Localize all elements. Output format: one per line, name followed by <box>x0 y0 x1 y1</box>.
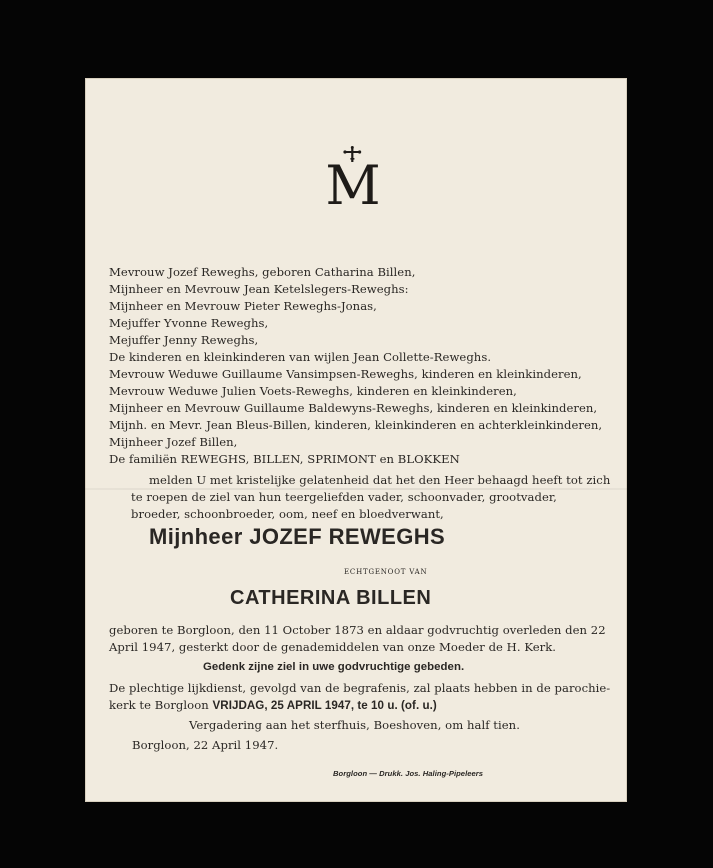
deceased-name <box>149 526 445 548</box>
family-line: Mevrouw Weduwe Julien Voets-Reweghs, kinderen en kleinkinderen, <box>109 384 517 398</box>
monogram-letter: M <box>325 154 381 208</box>
cross-monogram-icon <box>315 146 391 208</box>
spouse-label: ECHTGENOOT VAN <box>344 568 428 576</box>
prayer-line: Gedenk zijne ziel in uwe godvruchtige gebeden. <box>203 661 465 673</box>
family-line: Mijnheer en Mevrouw Jean Ketelslegers-Reweghs: <box>109 282 409 296</box>
family-line: Mijnheer Jozef Billen, <box>109 435 238 449</box>
family-line: Mijnh. en Mevr. Jean Bleus-Billen, kinderen, kleinkinderen en achterkleinkinderen, <box>109 418 603 432</box>
deceased-fullname: JOZEF REWEGHS <box>249 524 446 549</box>
family-line: Mejuffer Yvonne Reweghs, <box>109 316 269 330</box>
announcement-line: broeder, schoonbroeder, oom, neef en bloedverwant, <box>131 507 444 521</box>
family-line: De kinderen en kleinkinderen van wijlen Jean Collette-Reweghs. <box>109 350 492 364</box>
meeting-line: Vergadering aan het sterfhuis, Boeshoven, om half tien. <box>189 718 520 732</box>
death-notice-card <box>85 78 627 802</box>
birth-death-line: geboren te Borgloon, den 11 October 1873 en aldaar godvruchtig overleden den 22 <box>109 623 606 637</box>
birth-death-line: April 1947, gesterkt door de genademiddelen van onze Moeder de H. Kerk. <box>109 640 557 654</box>
deceased-title: Mijnheer <box>149 524 243 549</box>
announcement-line: te roepen de ziel van hun teergeliefden vader, schoonvader, grootvader, <box>131 490 557 504</box>
funeral-line: De plechtige lijkdienst, gevolgd van de begrafenis, zal plaats hebben in de parochie- <box>109 681 611 695</box>
place-date: Borgloon, 22 April 1947. <box>132 738 279 752</box>
family-line: Mevrouw Weduwe Guillaume Vansimpsen-Reweghs, kinderen en kleinkinderen, <box>109 367 582 381</box>
funeral-place: kerk te Borgloon <box>109 698 213 712</box>
announcement-line: melden U met kristelijke gelatenheid dat het den Heer behaagd heeft tot zich <box>149 473 611 487</box>
funeral-date-line <box>109 700 437 712</box>
family-line: Mevrouw Jozef Reweghs, geboren Catharina Billen, <box>109 265 416 279</box>
family-line: Mijnheer en Mevrouw Pieter Reweghs-Jonas, <box>109 299 377 313</box>
spouse-name: CATHERINA BILLEN <box>230 587 432 609</box>
family-line: Mejuffer Jenny Reweghs, <box>109 333 259 347</box>
family-line: Mijnheer en Mevrouw Guillaume Baldewyns-Reweghs, kinderen en kleinkinderen, <box>109 401 598 415</box>
printer-credit: Borgloon — Drukk. Jos. Haling-Pipeleers <box>333 769 484 778</box>
funeral-datetime: VRIJDAG, 25 APRIL 1947, te 10 u. (of. u.) <box>212 699 437 712</box>
families-line: De familiën REWEGHS, BILLEN, SPRIMONT en BLOKKEN <box>109 452 460 466</box>
